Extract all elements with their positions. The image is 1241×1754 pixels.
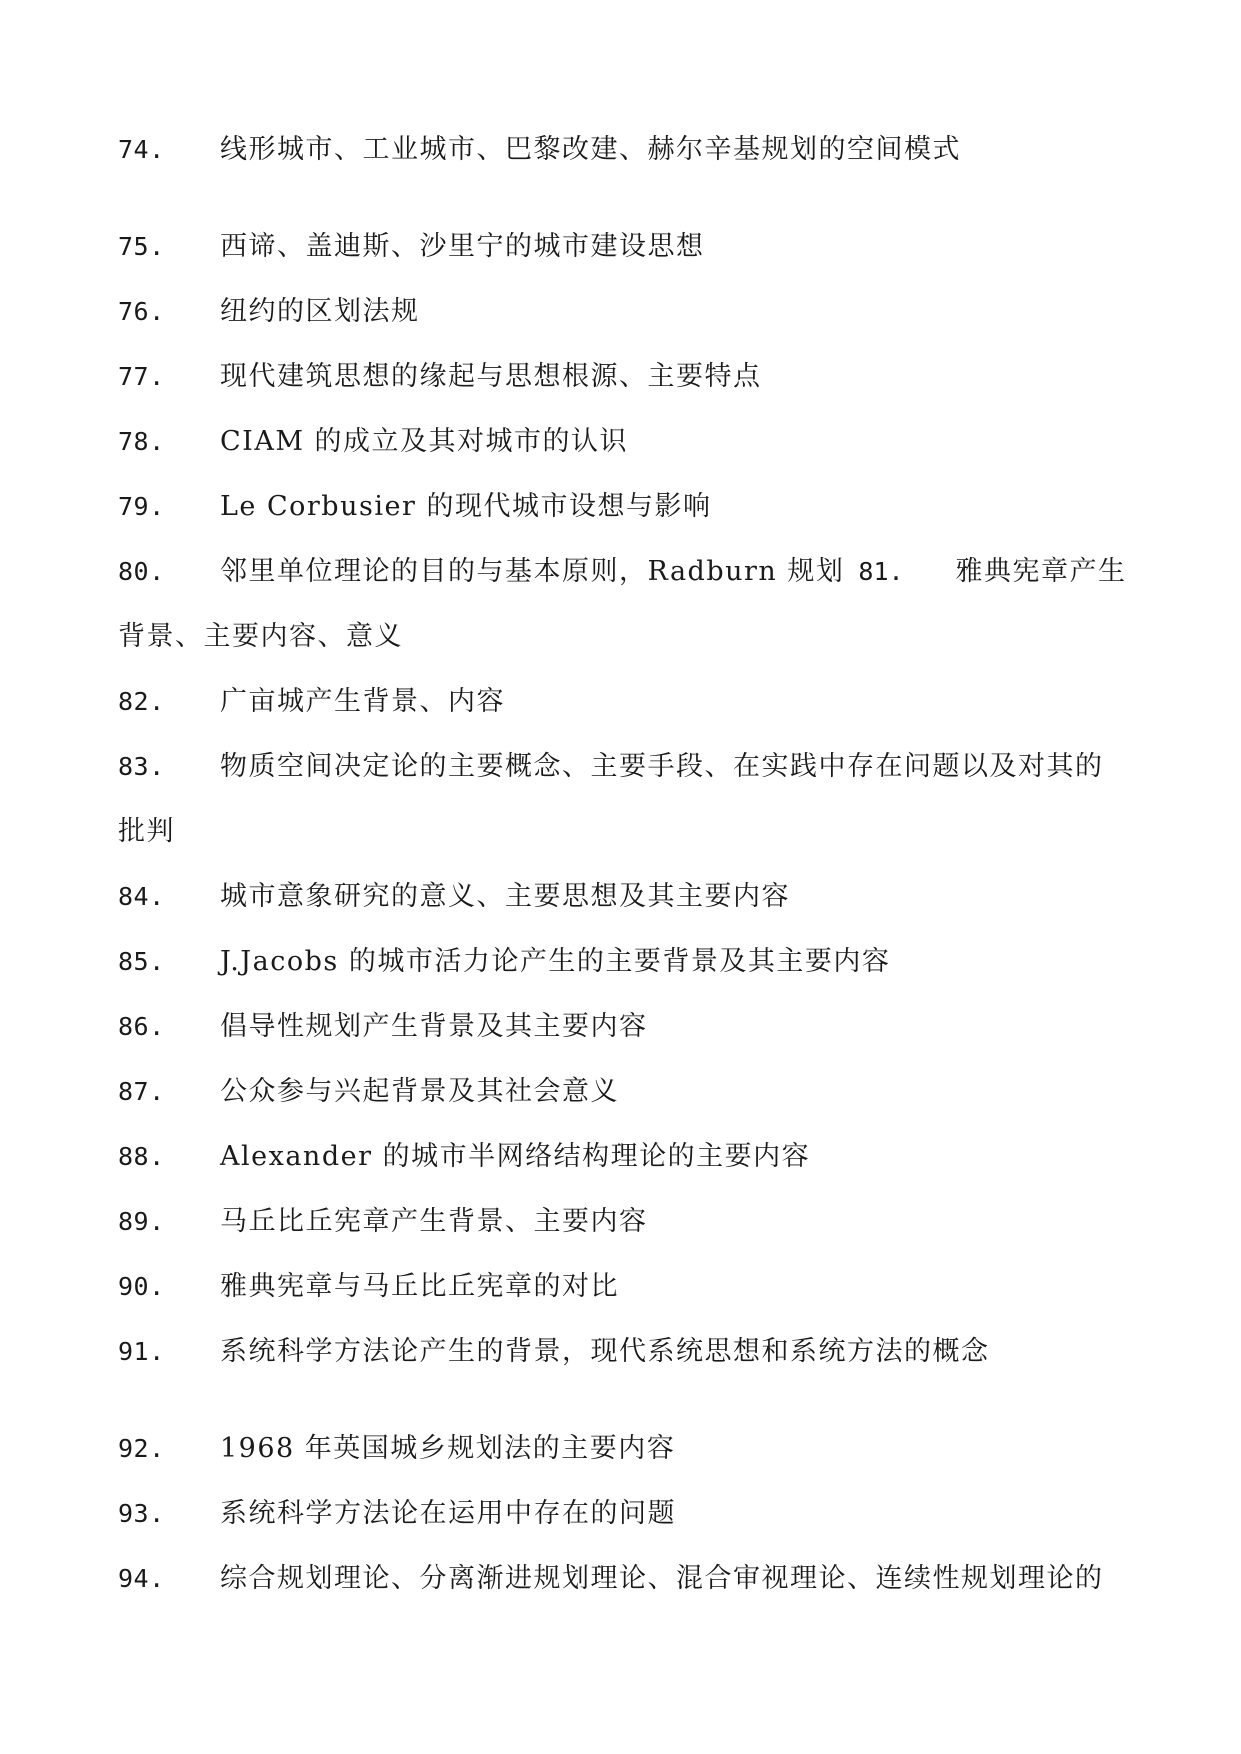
item-number: 80.: [118, 557, 165, 586]
list-item-85: [118, 944, 1128, 980]
list-item-86: [118, 1009, 1128, 1045]
item-number: 89.: [118, 1207, 165, 1236]
item-text: 现代建筑思想的缘起与思想根源、主要特点: [220, 361, 762, 392]
item-text: 邻里单位理论的目的与基本原则，Radburn 规划: [220, 556, 845, 587]
list-item-92: [118, 1431, 1128, 1467]
item-text: Alexander 的城市半网络结构理论的主要内容: [220, 1141, 811, 1172]
item-text: 倡导性规划产生背景及其主要内容: [220, 1011, 648, 1042]
item-number: 78.: [118, 427, 165, 456]
inline-item-number: 81.: [858, 557, 904, 586]
list-item-76: [118, 294, 1128, 330]
item-number: 88.: [118, 1142, 165, 1171]
list-item-75: [118, 229, 1128, 265]
list-item-91: [118, 1334, 1128, 1370]
list-item-93: [118, 1496, 1128, 1532]
item-text: 公众参与兴起背景及其社会意义: [220, 1076, 619, 1107]
item-text: 物质空间决定论的主要概念、主要手段、在实践中存在问题以及对其的: [220, 751, 1104, 782]
item-number: 79.: [118, 492, 165, 521]
list-item-94: [118, 1561, 1128, 1597]
item-number: 87.: [118, 1077, 165, 1106]
list-item-continuation: 背景、主要内容、意义: [118, 621, 403, 652]
item-number: 93.: [118, 1499, 165, 1528]
item-text: 雅典宪章与马丘比丘宪章的对比: [220, 1271, 619, 1302]
list-item-82: [118, 684, 1128, 720]
list-item-87: [118, 1074, 1128, 1110]
item-number: 83.: [118, 752, 165, 781]
list-item-74: [118, 132, 1128, 168]
list-item-continuation: 批判: [118, 816, 175, 847]
item-number: 92.: [118, 1434, 165, 1463]
list-item-90: [118, 1269, 1128, 1305]
item-text: Le Corbusier 的现代城市设想与影响: [220, 491, 712, 522]
item-number: 75.: [118, 232, 165, 261]
item-number: 77.: [118, 362, 165, 391]
list-item-88: [118, 1139, 1128, 1175]
item-text: 综合规划理论、分离渐进规划理论、混合审视理论、连续性规划理论的: [220, 1563, 1104, 1594]
item-text: 线形城市、工业城市、巴黎改建、赫尔辛基规划的空间模式: [220, 134, 961, 165]
item-text: CIAM 的成立及其对城市的认识: [220, 426, 629, 457]
list-item-80: [118, 554, 1128, 590]
item-number: 90.: [118, 1272, 165, 1301]
list-item-78: [118, 424, 1128, 460]
list-item-77: [118, 359, 1128, 395]
item-number: 76.: [118, 297, 165, 326]
item-number: 86.: [118, 1012, 165, 1041]
list-item-84: [118, 879, 1128, 915]
item-text: 系统科学方法论在运用中存在的问题: [220, 1498, 676, 1529]
item-text: 马丘比丘宪章产生背景、主要内容: [220, 1206, 648, 1237]
item-text: 1968 年英国城乡规划法的主要内容: [220, 1433, 676, 1464]
item-number: 74.: [118, 135, 165, 164]
item-number: 94.: [118, 1564, 165, 1593]
item-text: 城市意象研究的意义、主要思想及其主要内容: [220, 881, 790, 912]
item-number: 85.: [118, 947, 165, 976]
item-number: 82.: [118, 687, 165, 716]
list-item-79: [118, 489, 1128, 525]
item-text: J.Jacobs 的城市活力论产生的主要背景及其主要内容: [220, 946, 891, 977]
item-number: 91.: [118, 1337, 165, 1366]
item-text: 广亩城产生背景、内容: [220, 686, 505, 717]
item-text: 系统科学方法论产生的背景，现代系统思想和系统方法的概念: [220, 1336, 990, 1367]
item-number: 84.: [118, 882, 165, 911]
item-text: 纽约的区划法规: [220, 296, 420, 327]
item-text: 西谛、盖迪斯、沙里宁的城市建设思想: [220, 231, 705, 262]
list-item-89: [118, 1204, 1128, 1240]
inline-item-text: 雅典宪章产生: [955, 556, 1127, 587]
list-item-83: [118, 749, 1128, 785]
